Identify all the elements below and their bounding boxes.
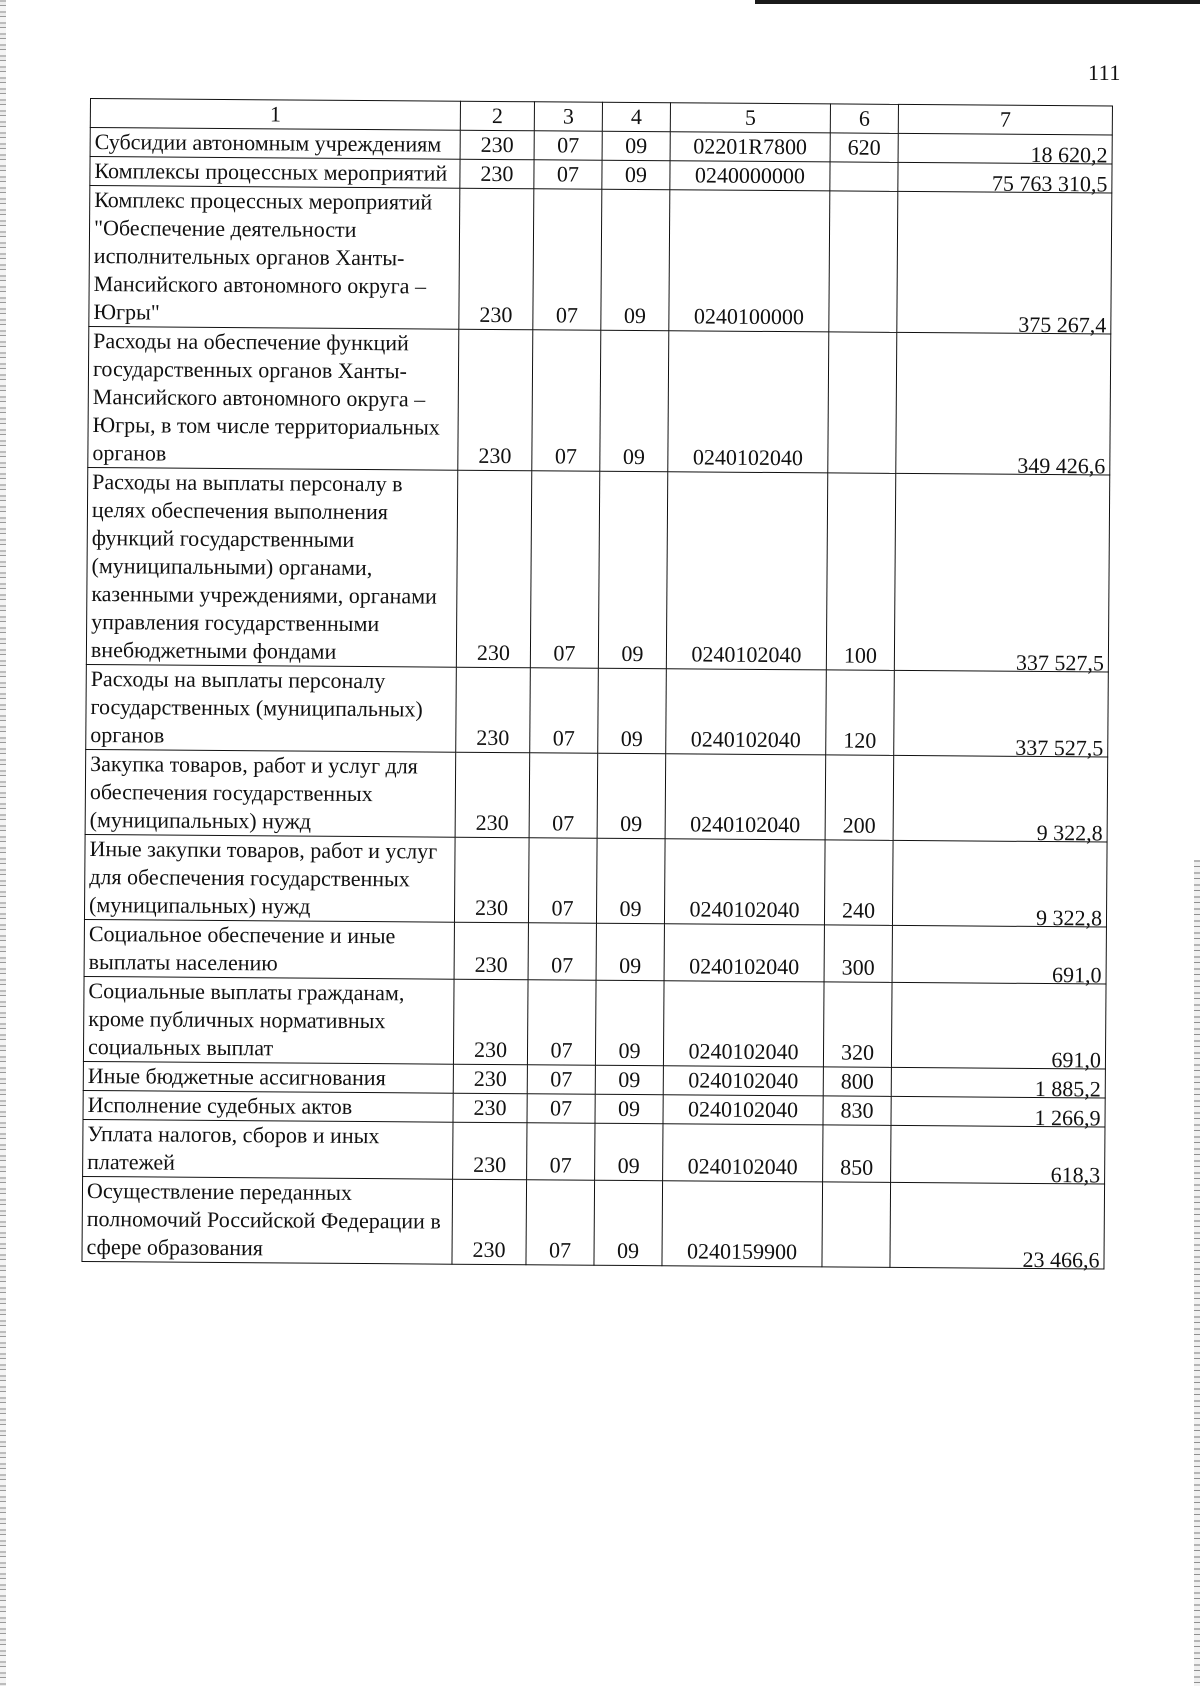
row-expense-type xyxy=(822,1182,891,1267)
row-target-article: 02201R7800 xyxy=(670,132,830,162)
row-subsection-code: 09 xyxy=(598,471,667,668)
row-name: Расходы на обеспечение функций государственных органов Ханты-Мансийского автономного округа – Югры, в том числе территориальных органов xyxy=(88,326,459,470)
header-cell: 1 xyxy=(90,99,460,131)
page-number: 111 xyxy=(1088,60,1121,85)
row-ministry-code: 230 xyxy=(458,329,533,471)
row-expense-type: 120 xyxy=(826,670,895,755)
row-expense-type: 200 xyxy=(825,755,894,840)
row-expense-type xyxy=(829,191,898,332)
scan-edge-top xyxy=(755,0,1200,4)
row-subsection-code: 09 xyxy=(600,330,669,471)
row-ministry-code: 230 xyxy=(460,159,534,189)
row-subsection-code: 09 xyxy=(596,923,664,980)
row-expense-type: 320 xyxy=(823,982,892,1067)
row-expense-type: 620 xyxy=(830,133,898,162)
row-amount: 691,0 xyxy=(891,988,1106,1075)
table-row xyxy=(86,467,1109,671)
table-row xyxy=(86,664,1109,756)
row-ministry-code: 230 xyxy=(456,470,531,668)
row-expense-type xyxy=(828,332,897,473)
row-ministry-code: 230 xyxy=(453,1093,527,1123)
row-target-article: 0240102040 xyxy=(663,981,824,1067)
row-target-article: 0240102040 xyxy=(664,839,825,925)
row-subsection-code: 09 xyxy=(595,1094,663,1123)
row-target-article: 0240102040 xyxy=(668,331,829,473)
row-name: Социальное обеспечение и иные выплаты населению xyxy=(84,919,454,979)
row-target-article: 0240100000 xyxy=(669,190,830,332)
row-section-code: 07 xyxy=(528,838,597,923)
row-name: Исполнение судебных актов xyxy=(83,1090,453,1122)
scan-edge-left xyxy=(0,0,6,1686)
row-amount: 337 527,5 xyxy=(894,676,1109,763)
row-name: Комплексы процессных мероприятий xyxy=(90,157,460,189)
row-ministry-code: 230 xyxy=(453,1122,527,1180)
table-row xyxy=(88,326,1111,474)
budget-table xyxy=(81,98,1113,1273)
row-amount: 349 426,6 xyxy=(896,338,1111,481)
header-cell: 5 xyxy=(670,103,830,133)
row-expense-type: 240 xyxy=(824,840,893,925)
row-subsection-code: 09 xyxy=(595,1123,663,1180)
row-amount: 1 885,2 xyxy=(891,1073,1105,1104)
row-ministry-code: 230 xyxy=(453,979,528,1065)
row-name: Комплекс процессных мероприятий "Обеспечение деятельности исполнительных органов Ханты-Мансийского автономного округа – Югры" xyxy=(89,186,460,330)
row-amount: 618,3 xyxy=(891,1131,1105,1190)
row-section-code: 07 xyxy=(529,753,598,838)
header-cell: 3 xyxy=(534,102,602,131)
row-expense-type xyxy=(830,162,898,191)
row-section-code: 07 xyxy=(527,1065,595,1094)
row-section-code: 07 xyxy=(527,1123,595,1180)
row-amount: 691,0 xyxy=(892,931,1106,990)
row-expense-type: 300 xyxy=(824,925,892,982)
row-section-code: 07 xyxy=(532,330,601,471)
row-section-code: 07 xyxy=(527,1094,595,1123)
row-name: Уплата налогов, сборов и иных платежей xyxy=(83,1119,453,1179)
row-amount: 337 527,5 xyxy=(894,479,1109,678)
row-amount: 18 620,2 xyxy=(898,139,1112,170)
row-ministry-code: 230 xyxy=(453,1064,527,1094)
row-ministry-code: 230 xyxy=(460,130,534,160)
row-name: Субсидии автономным учреждениям xyxy=(90,128,460,160)
row-target-article: 0240102040 xyxy=(665,754,826,840)
row-section-code: 07 xyxy=(534,160,602,189)
row-amount: 9 322,8 xyxy=(892,846,1107,933)
row-subsection-code: 09 xyxy=(602,131,670,160)
row-target-article: 0240102040 xyxy=(664,924,824,982)
row-target-article: 0240102040 xyxy=(663,1095,823,1125)
header-cell: 6 xyxy=(830,104,898,133)
row-name: Иные закупки товаров, работ и услуг для обеспечения государственных (муниципальных) нужд xyxy=(84,834,455,922)
row-amount: 75 763 310,5 xyxy=(898,168,1112,199)
row-name: Расходы на выплаты персоналу государственных (муниципальных) органов xyxy=(86,664,457,752)
table-row xyxy=(89,186,1112,334)
row-name: Расходы на выплаты персоналу в целях обеспечения выполнения функций государственными (муниципальными) органами, казенными учреждениями, органами управления государственными внебюджетными фондами xyxy=(86,467,457,667)
row-expense-type: 850 xyxy=(823,1125,891,1182)
row-target-article: 0240102040 xyxy=(663,1124,823,1182)
header-cell: 4 xyxy=(602,102,670,131)
row-name: Осуществление переданных полномочий Российской Федерации в сфере образования xyxy=(82,1176,453,1264)
row-subsection-code: 09 xyxy=(602,160,670,189)
row-ministry-code: 230 xyxy=(456,667,531,753)
table-row xyxy=(82,1176,1105,1268)
row-amount: 9 322,8 xyxy=(893,761,1108,848)
row-subsection-code: 09 xyxy=(595,1065,663,1094)
row-ministry-code: 230 xyxy=(452,1179,527,1265)
row-name: Закупка товаров, работ и услуг для обеспечения государственных (муниципальных) нужд xyxy=(85,749,456,837)
row-subsection-code: 09 xyxy=(597,753,666,838)
table-row xyxy=(85,749,1108,841)
scan-edge-right xyxy=(1194,860,1200,1686)
row-section-code: 07 xyxy=(533,189,602,330)
row-target-article: 0240102040 xyxy=(666,472,827,670)
row-target-article: 0240159900 xyxy=(662,1181,823,1267)
table-row xyxy=(84,834,1107,926)
budget-table-container xyxy=(81,98,1112,1273)
row-expense-type: 830 xyxy=(823,1096,891,1125)
row-target-article: 0240102040 xyxy=(663,1066,823,1096)
row-section-code: 07 xyxy=(530,471,599,668)
row-section-code: 07 xyxy=(526,1180,595,1265)
header-cell: 7 xyxy=(898,104,1112,135)
row-section-code: 07 xyxy=(527,980,596,1065)
row-target-article: 0240000000 xyxy=(670,161,830,191)
row-ministry-code: 230 xyxy=(455,752,530,838)
row-subsection-code: 09 xyxy=(596,838,665,923)
row-subsection-code: 09 xyxy=(594,1180,663,1265)
header-cell: 2 xyxy=(460,101,534,131)
row-name: Социальные выплаты гражданам, кроме публичных нормативных социальных выплат xyxy=(83,976,454,1064)
row-target-article: 0240102040 xyxy=(666,669,827,755)
row-ministry-code: 230 xyxy=(459,188,534,330)
row-subsection-code: 09 xyxy=(601,189,670,330)
row-amount: 1 266,9 xyxy=(891,1102,1105,1133)
row-expense-type: 800 xyxy=(823,1067,891,1096)
row-section-code: 07 xyxy=(534,131,602,160)
row-amount: 375 267,4 xyxy=(897,197,1112,340)
row-ministry-code: 230 xyxy=(454,922,528,980)
row-subsection-code: 09 xyxy=(595,980,664,1065)
row-ministry-code: 230 xyxy=(454,837,529,923)
row-section-code: 07 xyxy=(530,668,599,753)
row-name: Иные бюджетные ассигнования xyxy=(83,1061,453,1093)
table-row xyxy=(83,976,1106,1068)
row-amount: 23 466,6 xyxy=(890,1188,1105,1275)
row-expense-type: 100 xyxy=(826,473,895,670)
row-subsection-code: 09 xyxy=(598,668,667,753)
row-section-code: 07 xyxy=(528,923,596,980)
